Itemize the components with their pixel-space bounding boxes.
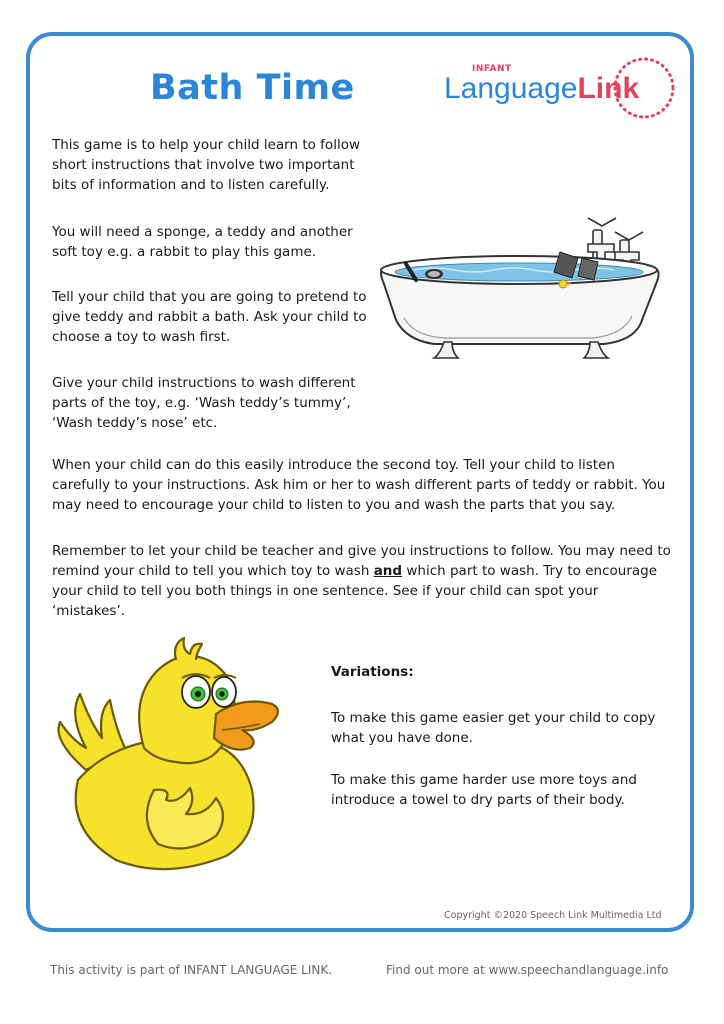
rubber-duck-illustration [46,630,286,880]
copyright-notice: Copyright ©2020 Speech Link Multimedia Ltd [444,910,662,921]
infant-language-link-logo [442,50,682,122]
variation-easier: To make this game easier get your child to copy what you have done. [331,710,656,746]
variation-harder: To make this game harder use more toys and introduce a towel to dry parts of their body. [331,772,637,808]
logo-link-text: Link [577,72,640,105]
setup-paragraph: Tell your child that you are going to pretend to give teddy and rabbit a bath. Ask your child to choose a toy to wash first. [52,289,367,345]
intro-paragraph: This game is to help your child learn to follow short instructions that involve two important bits of information and to listen carefully. [52,137,360,193]
emphasis-and: and [373,563,403,579]
footer-activity-note: This activity is part of INFANT LANGUAGE LINK. [50,963,333,977]
teacher-text-before: Remember to let your child be teacher and give you instructions to follow. You may need to remind your child to tell you which toy to wash [52,543,671,579]
teacher-paragraph [52,541,672,621]
page-title: Bath Time [150,68,355,108]
footer-website-note: Find out more at www.speechandlanguage.info [386,963,669,977]
instructions-paragraph: Give your child instructions to wash different parts of the toy, e.g. ‘Wash teddy’s tummy’, ‘Wash teddy’s nose’ etc. [52,375,356,431]
logo-language-text: Language [444,72,578,105]
bathtub-illustration [374,208,664,368]
teacher-text-after: which part to wash. Try to encourage your child to tell you both things in one sentence. See if your child can spot your ‘mistakes’. [52,563,658,619]
materials-paragraph: You will need a sponge, a teddy and another soft toy e.g. a rabbit to play this game. [52,224,353,260]
second-toy-paragraph: When your child can do this easily introduce the second toy. Tell your child to listen carefully to your instructions. Ask him or her to wash different parts of teddy or rabbit. You may need to encourage your child to listen to you and wash the parts that you say. [52,457,666,513]
variations-heading: Variations: [331,664,414,680]
logo-infant-text: INFANT [472,64,512,74]
